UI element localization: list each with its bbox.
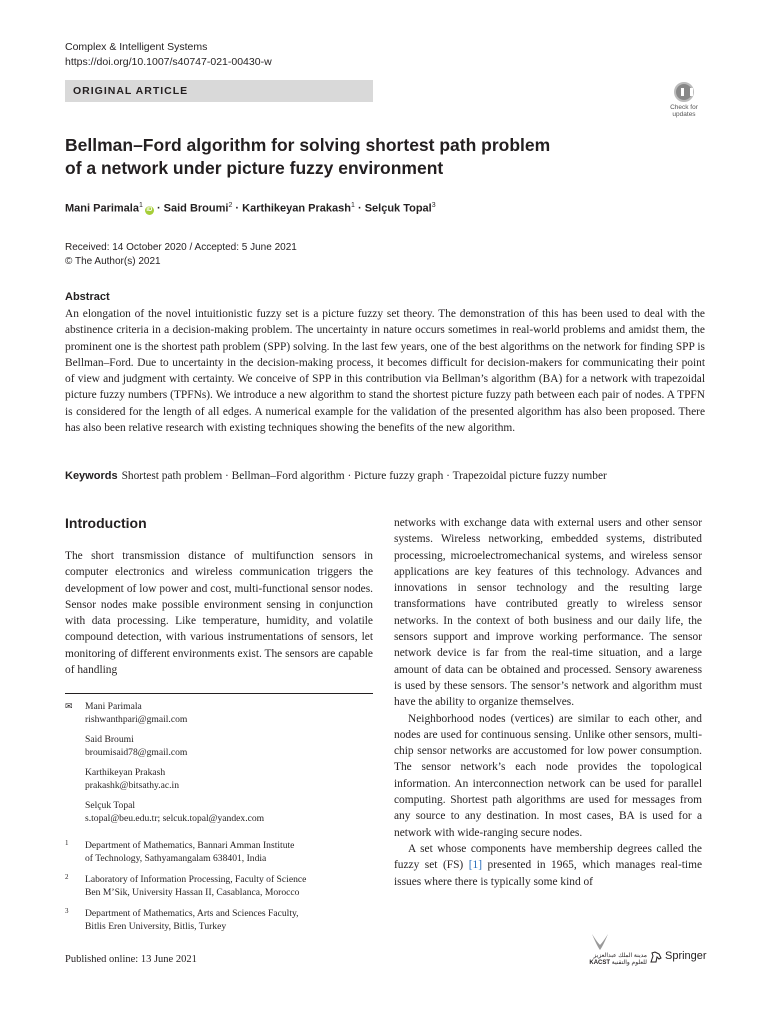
kacst-logo-icon: [589, 930, 611, 952]
paragraph-text: presented in 1965, which manages real-time issues where there is typically some kind of: [394, 859, 703, 888]
contact-block: [65, 733, 373, 759]
intro-paragraph: Neighborhood nodes (vertices) are similar to each other, and nodes are used for continuous sensing. Unlike other sensors, multi-chip sensor networks are accustomed for low power consumption. The sensor network’s each node provides the topological information. An interconnection network can be used for parallel computing. Shortest path algorithms are used for messages from any source to any destination. In most cases, BA is used for a network with wide-ranging secure nodes.: [394, 712, 702, 839]
intro-paragraph: The short transmission distance of multifunction sensors in computer electronics and wireless communication triggers the development of low power and cost, multi-functional sensor nodes. Sensor nodes make possible environment sensing in conjunction with data processing. Like temperature, humidity, and volatile compound detection, with various instrumentations of sensors, let monitoring of different environments exist. The sensors are capable of handling: [65, 550, 373, 677]
affiliation-line: Department of Mathematics, Arts and Sciences Faculty,: [85, 908, 299, 919]
check-for-updates-badge[interactable]: [666, 82, 702, 124]
contact-name: Said Broumi: [85, 734, 134, 745]
published-date: Published online: 13 June 2021: [65, 954, 197, 965]
author-affil-sup: 1: [351, 202, 355, 209]
author-name: Selçuk Topal: [364, 202, 432, 215]
title-line-2: of a network under picture fuzzy environment: [65, 158, 444, 178]
dates-block: [65, 241, 297, 269]
contact-name: Selçuk Topal: [85, 800, 136, 811]
contact-email[interactable]: prakashk@bitsathy.ac.in: [85, 780, 179, 791]
journal-name: Complex & Intelligent Systems: [65, 41, 208, 53]
author-affil-sup: 1: [138, 202, 143, 209]
check-updates-line2: updates: [672, 111, 696, 118]
check-updates-icon: [674, 82, 694, 102]
abstract-text: An elongation of the novel intuitionistic fuzzy set is a picture fuzzy set theory. The demonstration of this has been used to deal with the abstinence criteria in a decision-making problem. The uncertainty in nature occurs sometimes in real-world problems and amidst them, the prominent one is the shortest path problem (SPP) solving. In the last few years, one of the best algorithms on the network for finding SPP is Bellman–Ford. Due to uncertainty in the decision-making process, it becomes difficult for decision-makers for communicating their point of view and judgment with certainty. We conceive of SPP in this contribution via Bellman’s algorithm (BA) for a network with trapezoidal picture fuzzy numbers (TPFNs). We introduce a new algorithm to stand the shortest picture fuzzy path between each pair of nodes. A TPFN is considered for the length of all edges. A numerical example for the validation of the presented algorithm has also been proposed. There has also been relative research with existing techniques showing the benefits of the new algorithm.: [65, 308, 705, 435]
check-updates-line1: Check for: [670, 104, 698, 111]
contact-email[interactable]: rishwanthpari@gmail.com: [85, 714, 188, 725]
author-list: Mani Parimala$^1$iD · Said Broumi$^2$ · Karthikeyan Prakash$^1$ · Selçuk Topal$^3$: [65, 202, 436, 215]
kacst-abbrev: KACST: [589, 960, 611, 966]
springer-horse-icon: [649, 950, 663, 964]
journal-header: [65, 40, 272, 70]
intro-paragraph: [394, 841, 702, 890]
contact-block: [65, 766, 373, 792]
keywords-text: Shortest path problem · Bellman–Ford algorithm · Picture fuzzy graph · Trapezoidal picture fuzzy number: [121, 470, 607, 482]
affiliation-number: 2: [65, 873, 69, 881]
contact-name: Karthikeyan Prakash: [85, 767, 166, 778]
orcid-icon[interactable]: iD: [146, 206, 153, 213]
footnote-divider: [65, 693, 373, 694]
author-name: Karthikeyan Prakash: [242, 202, 351, 215]
kacst-line2: [585, 960, 647, 967]
affiliation-number: 1: [65, 839, 69, 847]
affiliation: [65, 839, 373, 865]
keywords-label: Keywords: [65, 470, 118, 482]
contact-block: [65, 700, 373, 726]
envelope-icon: ✉: [65, 701, 73, 711]
affiliation: [65, 873, 373, 899]
kacst-text: [585, 953, 647, 967]
article-type-banner: ORIGINAL ARTICLE: [65, 80, 373, 102]
paragraph-text: A set whose components have membership degrees called the fuzzy set (FS): [394, 842, 702, 872]
citation-link[interactable]: [1]: [468, 859, 483, 872]
springer-logo-text: Springer: [665, 950, 707, 962]
footnotes: [65, 700, 373, 941]
paper-title: [65, 134, 625, 180]
contact-block: [65, 799, 373, 825]
abstract-heading: Abstract: [65, 291, 110, 303]
affiliation-line: of Technology, Sathyamangalam 638401, India: [85, 853, 267, 864]
author-name: Said Broumi: [163, 202, 229, 215]
title-line-1: Bellman–Ford algorithm for solving shortest path problem: [65, 135, 551, 155]
affiliation-line: Department of Mathematics, Bannari Amman Institute: [85, 840, 295, 851]
author-name: Mani Parimala: [65, 202, 139, 215]
keywords-block: [65, 468, 705, 484]
author-affil-sup: 2: [228, 202, 233, 209]
kacst-arabic: مدينة الملك عبدالعزيز: [593, 953, 647, 959]
contact-email[interactable]: broumisaid78@gmail.com: [85, 747, 188, 758]
affiliation-number: 3: [65, 907, 69, 915]
affiliation-line: Laboratory of Information Processing, Faculty of Science: [85, 874, 307, 885]
publisher-logos: [585, 930, 705, 974]
kacst-arabic-2: للعلوم والتقنية: [611, 960, 647, 966]
received-accepted: Received: 14 October 2020 / Accepted: 5 June 2021: [65, 242, 297, 253]
intro-paragraph: networks with exchange data with external users and other sensor systems. Wireless networking, embedded systems, distributed processing, microelectromechanical systems, and wireless sensor applications are key features of this technology. Advances and innovations in sensor technology and the resulting large transformations have contributed greatly to wireless sensor networks. In the context of both business and our daily life, the sensors support and improve working performance. The sensor network device is far from the real-time situation, and a large amount of data can be obtained and processed. Sensory awareness is used by these sensors. The sensor’s network and algorithm must have the ability to organize themselves.: [394, 517, 702, 709]
left-column: [65, 548, 373, 678]
contact-email[interactable]: s.topal@beu.edu.tr; selcuk.topal@yandex.com: [85, 813, 265, 824]
doi-link[interactable]: https://doi.org/10.1007/s40747-021-00430-w: [65, 56, 272, 68]
author-affil-sup: 3: [431, 202, 436, 209]
affiliation-line: Bitlis Eren University, Bitlis, Turkey: [85, 921, 227, 932]
right-column: [394, 515, 702, 890]
affiliation: [65, 907, 373, 933]
affiliation-line: Ben M’Sik, University Hassan II, Casablanca, Morocco: [85, 887, 300, 898]
intro-heading: Introduction: [65, 515, 147, 531]
contact-name: Mani Parimala: [85, 701, 142, 712]
copyright: © The Author(s) 2021: [65, 256, 161, 267]
